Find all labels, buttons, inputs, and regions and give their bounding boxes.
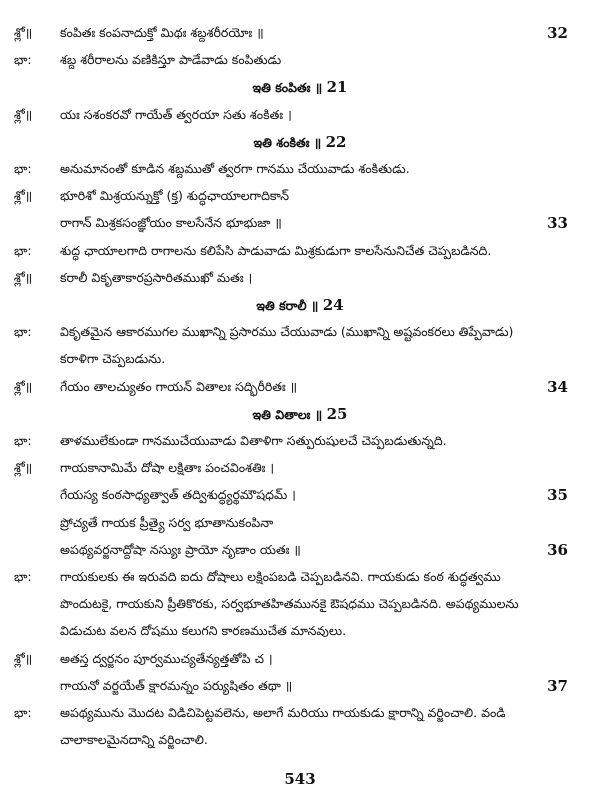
line-marker: భా: <box>14 324 32 340</box>
verse-number: 32 <box>547 24 568 42</box>
text-line <box>0 455 600 481</box>
page-number: 543 <box>284 770 316 788</box>
line-text: అపథ్యమును మొదట విడిచిపెట్టవలెను, అలాగే మరియు గాయకుడు క్షారాన్ని వర్జించాలి. వండి <box>60 705 506 720</box>
line-marker: శ్లో॥ <box>14 269 33 285</box>
line-text: గాయనో వర్జయేత్ క్షారమన్నం పర్యుషితం తథా ॥ <box>60 677 293 693</box>
text-line <box>0 156 600 182</box>
line-marker: భా: <box>14 569 32 584</box>
line-text: అపథ్యవర్జనాద్దోషా నస్యుః ప్రాయో నృణాం యతః ॥ <box>60 541 301 557</box>
colophon-text: ఇతి వితాలః ॥ <box>252 406 327 422</box>
text-line <box>0 510 600 536</box>
section-colophon <box>0 74 600 101</box>
line-text: కరాలీ వికృతాకారప్రసారితముఖో మతః । <box>60 269 253 285</box>
text-line <box>0 646 600 672</box>
line-marker: శ్లో॥ <box>14 188 33 204</box>
text-line <box>0 591 600 617</box>
verse-number: 33 <box>547 214 568 233</box>
verse-number: 36 <box>547 540 568 559</box>
text-line <box>0 102 600 128</box>
line-text: గేయస్య కంఠసాధ్యత్వాత్ తద్విశుద్ధ్యర్థమౌషధమ్ । <box>60 487 296 503</box>
line-marker: శ్లో॥ <box>14 25 33 40</box>
line-marker: భా: <box>14 242 32 258</box>
text-line <box>0 727 600 753</box>
verse-number: 35 <box>547 486 568 505</box>
colophon-text: ఇతి కరాలీ ॥ <box>256 298 323 313</box>
line-marker: శ్లో॥ <box>14 650 33 666</box>
text-line <box>0 700 600 726</box>
line-text: విడుచుట వలన దోషము కలుగని కారణముచేత మానవులు. <box>60 623 347 639</box>
text-line <box>0 537 600 563</box>
text-line <box>0 292 600 318</box>
text-line <box>0 238 600 264</box>
text-line <box>0 374 600 400</box>
text-line <box>0 673 600 699</box>
colophon-number: 24 <box>322 296 344 314</box>
line-marker: శ్లో॥ <box>14 460 33 476</box>
line-text: చాలాకాలమైనదాన్ని వర్జించాలి. <box>60 732 208 748</box>
colophon-number: 21 <box>326 78 348 97</box>
text-line <box>0 183 600 209</box>
colophon-text: ఇతి శంకితః ॥ <box>253 134 326 150</box>
verse-number: 34 <box>547 377 568 396</box>
line-marker: శ్లో॥ <box>14 378 33 394</box>
line-text: గాయకులకు ఈ ఇరువది ఐదు దోషాలు లక్షింపబడి చెప్పబడినవి. గాయకుడు కంఠ శుద్ధత్వము <box>60 569 501 584</box>
colophon-text: ఇతి కంపితః ॥ <box>252 80 327 96</box>
line-text: రాగాన్ మిశ్రకసంజ్ఞోయం కాలసేనేన భూభుజా ॥ <box>60 215 282 231</box>
line-text: అనుమానంతో కూడిన శబ్దముతో త్వరగా గానము చేయువాడు శంకితుడు. <box>60 161 410 176</box>
line-marker: భా: <box>14 52 32 68</box>
text-line <box>0 618 600 644</box>
colophon-number: 22 <box>325 132 347 151</box>
section-colophon <box>0 129 600 156</box>
text-line <box>0 401 600 427</box>
text-line <box>0 482 600 508</box>
text-line <box>0 319 600 345</box>
verse-number: 37 <box>547 676 568 695</box>
line-text: గేయం తాలచ్యుతం గాయన్ వితాలః సద్భిరీరితః ॥ <box>60 378 298 394</box>
text-line <box>0 20 600 46</box>
text-line <box>0 346 600 372</box>
line-text: భూరిశో మిశ్రయన్నుక్తో (క్త) శుద్ధఛాయాలగాదికాన్ <box>60 188 290 204</box>
line-marker: భా: <box>14 161 32 176</box>
line-marker: భా: <box>14 433 32 448</box>
line-text: అతస్త ద్వర్జనం పూర్వముచ్యతేన్యత్తతోపి చ । <box>60 650 273 666</box>
section-colophon <box>0 401 600 428</box>
line-marker: భా: <box>14 705 32 720</box>
text-line <box>0 47 600 73</box>
text-line <box>0 428 600 454</box>
line-text: కరాళిగా చెప్పబడును. <box>60 351 166 367</box>
text-line <box>0 265 600 291</box>
colophon-number: 25 <box>326 404 348 423</box>
text-line <box>0 74 600 100</box>
line-text: తాళములేకుండా గానముచేయువాడు వితాళిగా సత్పురుషులచే చెప్పబడుతున్నది. <box>60 433 447 448</box>
line-text: ప్రోచ్యతే గాయక ప్రీత్యై సర్వ భూతానుకంపినా <box>60 514 274 530</box>
line-marker: శ్లో॥ <box>14 106 33 122</box>
line-text: శుద్ధ ఛాయాలగాది రాగాలను కలిపేసి పాడువాడు మిశ్రకుడుగా కాలసేనునిచేత చెప్పబడినది. <box>60 242 492 258</box>
line-text: పొందుటకై, గాయకుని ప్రీతికొరకు, సర్వభూతహితమునకై ఔషధము చెప్పబడినది. అపథ్యములను <box>60 596 519 612</box>
line-text: యః సశంకరవో గాయేత్ త్వరయా సతు శంకితః । <box>60 106 292 122</box>
text-line <box>0 210 600 236</box>
line-text: శబ్ద శరీరాలను వణికిస్తూ పాడేవాడు కంపితుడు <box>60 52 282 68</box>
line-text: వికృతమైన ఆకారముగల ముఖాన్ని ప్రసారము చేయువాడు (ముఖాన్ని అష్టవంకరలు తిప్పేవాడు) <box>60 324 514 340</box>
section-colophon <box>0 292 600 319</box>
text-line <box>0 564 600 590</box>
text-line <box>0 129 600 155</box>
line-text: గాయకానామిమే దోషా లక్షితాః పంచవింశతిః । <box>60 460 275 476</box>
line-text: కంపితః కంపనాదుక్తో మిథః శబ్దశరీరయోః ॥ <box>60 25 264 40</box>
